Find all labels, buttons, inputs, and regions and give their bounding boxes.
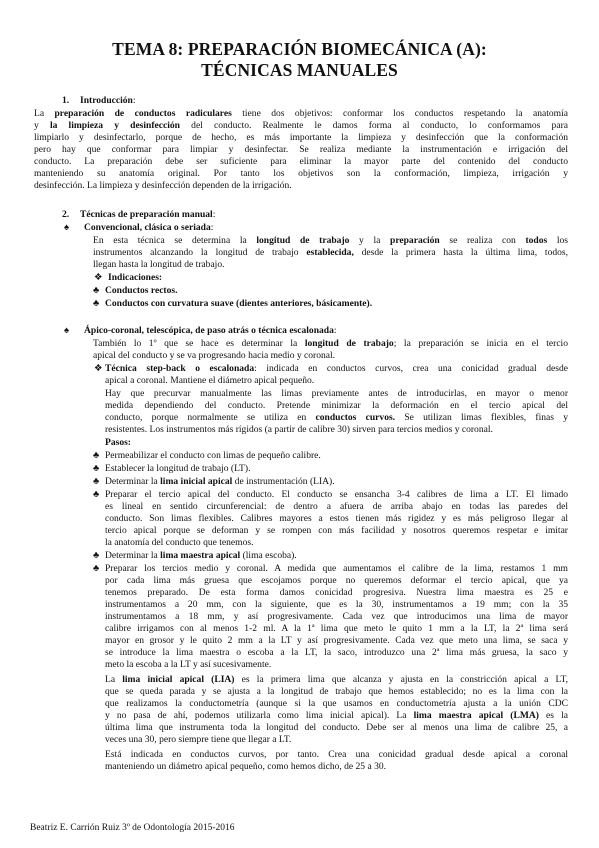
paso-1: Permeabilizar el conducto con limas de pequeño calibre. [105,450,321,461]
step-back-line-5 [105,412,568,424]
bold-run: longitud de trabajo [304,338,394,349]
club-bullet-icon: ♣ [93,464,100,474]
text-run: se realiza con [439,235,526,246]
paso-4-line-1: Preparar el tercio apical del conducto. El conducto se ensancha 3-4 calibres de lima a LT. El limado [105,489,568,500]
text-run: tiene dos objetivos: conformar los conductos respetando la anatomía [231,108,568,119]
step-back-line-2: apical a coronal. Mantiene el diámetro apical pequeño. [105,375,315,386]
step-back-line-3: Hay que precurvar manualmente las limas previamente antes de introducirlas, en mayor o menor [105,388,568,399]
indicacion-1: Conductos rectos. [105,285,178,296]
paso-6-line-4: instrumentamos a 20 mm, con la siguiente, que es la 30, instrumentamos a 19 mm; con la 35 [105,599,568,610]
paso-6-line-2: por cada lima más gruesa que escojamos porque no queremos deformar el tercio apical, que ya [105,575,568,586]
paso-4-line-4: tercio apical porque se deforman y se rompen con más facilidad y nosotros queremos respetar e imitar [105,525,568,536]
club-bullet-icon: ♣ [93,299,100,309]
paso-6-line-3: tenemos preparado. De esta forma damos conicidad progresiva. Nuestra lima maestra es 25 e [105,587,568,598]
indicada-line-2: manteniendo un diámetro apical pequeño, como hemos dicho, de 25 a 30. [105,761,387,772]
text-run: También lo 1º que se hace es determinar la [93,338,305,349]
text-run: del conducto. Realmente le damos forma al conducto, lo conformamos para [180,120,568,131]
text-run: La [34,108,55,119]
section-2-heading [80,209,215,221]
bold-run: preparación [390,235,440,246]
conv-line-1 [93,235,568,247]
club-bullet-icon: ♣ [93,551,100,561]
colon: : [132,95,136,106]
step-back-line-6: resistentes. Los instrumentos más rígidos (a partir de calibre 30) sirven para tercios medios y coronal. [105,424,493,435]
section-1-number: 1. [62,95,70,106]
intro-line-3: limpiarlo y desinfectarlo, porque de hecho, es más importante la limpieza y desinfección que la conformación [34,132,568,143]
indicacion-2: Conductos con curvatura suave (dientes anteriores, básicamente). [105,298,373,309]
paso-4-line-3: conducto. Son limas flexibles. Calibres mayores a estos tienen más rigidez y es más peligroso llegar al [105,513,568,524]
text-run: desde la primera hasta la última lima, todos, [353,247,568,258]
colon: : [333,325,337,336]
apico-line-2: apical del conducto y se va progresando hacia medio y coronal. [93,350,336,361]
colon: : [212,209,216,220]
paso-5 [105,550,297,562]
text-run: La [105,674,123,685]
paso-3 [105,476,335,488]
bold-run: preparación de conductos radiculares [54,108,232,119]
paso-2: Establecer la longitud de trabajo (LT). [105,463,251,474]
apico-coronal-heading [84,325,337,337]
intro-line-4: pero hay que conformar para limpiar y desinfectar. Se realiza mediante la instrumentación e irrigación del [34,144,568,155]
paso-4-line-5: la anatomía del conducto que tenemos. [105,537,254,548]
step-back-line-1 [105,363,568,375]
page-footer: Beatriz E. Carrión Ruiz 3º de Odontología 2015-2016 [30,823,235,833]
bold-run: lima inicial apical [160,476,233,487]
text-run: y no pasa de ahí, podemos utilizarla como lima inicial apical). La [105,710,414,721]
text-run: instrumentos alcanzando la longitud de trabajo [93,247,307,258]
indicada-line-1: Está indicada en conductos curvos, por tanto. Crea una conicidad gradual desde apical a coronal [105,749,568,760]
bold-run: Técnica step-back o escalonada [105,363,255,374]
text-run: Se utilizan limas flexibles, finas y [395,412,568,423]
bold-run: lima maestra apical (LMA) [413,710,539,721]
text-run: y [34,120,50,131]
pasos-label: Pasos: [105,437,131,448]
intro-line-5: conducto. La preparación debe ser suficiente para eliminar la mayor parte del contenido del conducto [34,156,568,167]
text-run: Determinar la [105,476,161,487]
bold-run: lima inicial apical (LIA) [122,674,235,685]
section-1-heading-text: Introducción [80,95,133,106]
page-title-line-1: TEMA 8: PREPARACIÓN BIOMECÁNICA (A): [112,39,487,59]
diamond-bullet-icon: ❖ [94,273,103,283]
bold-run: todos [525,235,548,246]
text-run: (lima escoba). [240,550,297,561]
conv-line-3: llegan hasta la longitud de trabajo. [93,259,225,270]
paso-6-line-9: meto la escoba a la LT y así sucesivamente. [105,659,272,670]
lia-line-5: última lima que instrumenta toda la longitud del conducto. Debe ser al menos una lima de calibre 25, a [105,722,568,733]
text-run: En esta técnica se determina la [93,235,257,246]
paso-6-line-8: se introduce la lima maestra o escoba a la LT, la saco, introduzco una 2ª lima más gruesa, la saco y [105,647,568,658]
text-run: de instrumentación (LIA). [232,476,335,487]
lia-line-6: veces una 30, pero siempre tiene que llegar a LT. [105,734,292,745]
bold-run: longitud de trabajo [256,235,350,246]
step-back-line-4: medida dependiendo del conducto. Pretende minimizar la deformación en el tercio apical del [105,400,568,411]
page-title-line-2: TÉCNICAS MANUALES [201,60,398,80]
text-run: y la [349,235,391,246]
club-bullet-icon: ♣ [93,477,100,487]
text-run: Determinar la [105,550,161,561]
bold-run: conductos curvos. [315,412,396,423]
bold-run: lima maestra apical [160,550,241,561]
club-bullet-icon: ♣ [93,451,100,461]
paso-6-line-7: mayor en grosor y le quito 2 mm a la LT y así progresivamente. Cada vez que meto una lima, se saca y [105,635,568,646]
convencional-heading [84,222,213,234]
club-bullet-icon: ♣ [93,490,100,500]
spade-bullet-icon: ♠ [64,223,70,233]
club-bullet-icon: ♣ [93,564,100,574]
lia-line-2: que se queda parada y se ajusta a la longitud de trabajo que hemos establecido; no es la lima con la [105,686,568,697]
text-run: es la [538,710,568,721]
paso-6-line-6: calibre irrigamos con al menos 1-2 ml. A la 1ª lima que meto le quito 1 mm a la LT, la 2ª lima será [105,623,568,634]
indicaciones-label: Indicaciones: [108,272,163,283]
section-1-heading [80,95,136,107]
text-run: es la primera lima que alcanza y ajusta en la constricción apical a LT, [234,674,568,685]
intro-line-2 [34,120,568,132]
text-run: : indicada en conductos curvos, crea una conicidad gradual desde [254,363,568,374]
diamond-bullet-icon: ❖ [94,364,103,374]
bold-run: la limpieza y desinfección [49,120,180,131]
intro-line-6: manteniendo su anatomía original. Por tanto los objetivos son la conformación, limpieza, irrigación y [34,168,568,179]
lia-line-4 [105,710,568,722]
text-run: ; la preparación se inicia en el tercio [393,338,568,349]
text-run: conducto, porque normalmente se utiliza en [105,412,316,423]
lia-line-3: que realizamos la conductometría (aunque si la que usamos en conductometría ajusta a la unión CDC [105,698,568,709]
section-2-heading-text: Técnicas de preparación manual [80,209,213,220]
colon: : [210,222,214,233]
intro-line-1 [34,108,568,120]
conv-line-2 [93,247,568,259]
paso-6-line-5: instrumentamos a 18 mm, y así progresivamente. Cada vez que introducimos una lima de mayor [105,611,568,622]
bold-run: establecida, [306,247,354,258]
section-2-number: 2. [62,209,70,220]
lia-line-1 [105,674,568,686]
spade-bullet-icon: ♠ [64,326,70,336]
apico-line-1 [93,338,568,350]
club-bullet-icon: ♣ [93,286,100,296]
text-run: los [547,235,569,246]
bold-run: Ápico-coronal, telescópica, de paso atrás o técnica escalonada [84,325,334,336]
bold-run: Convencional, clásica o seriada [84,222,211,233]
intro-line-7: desinfección. La limpieza y desinfección dependen de la irrigación. [34,180,292,191]
paso-6-line-1: Preparar los tercios medio y coronal. A medida que aumentamos el calibre de la lima, restamos 1 mm [105,563,568,574]
paso-4-line-2: es lineal en sentido circunferencial: de dentro a afuera de arriba abajo en todas las paredes del [105,501,568,512]
